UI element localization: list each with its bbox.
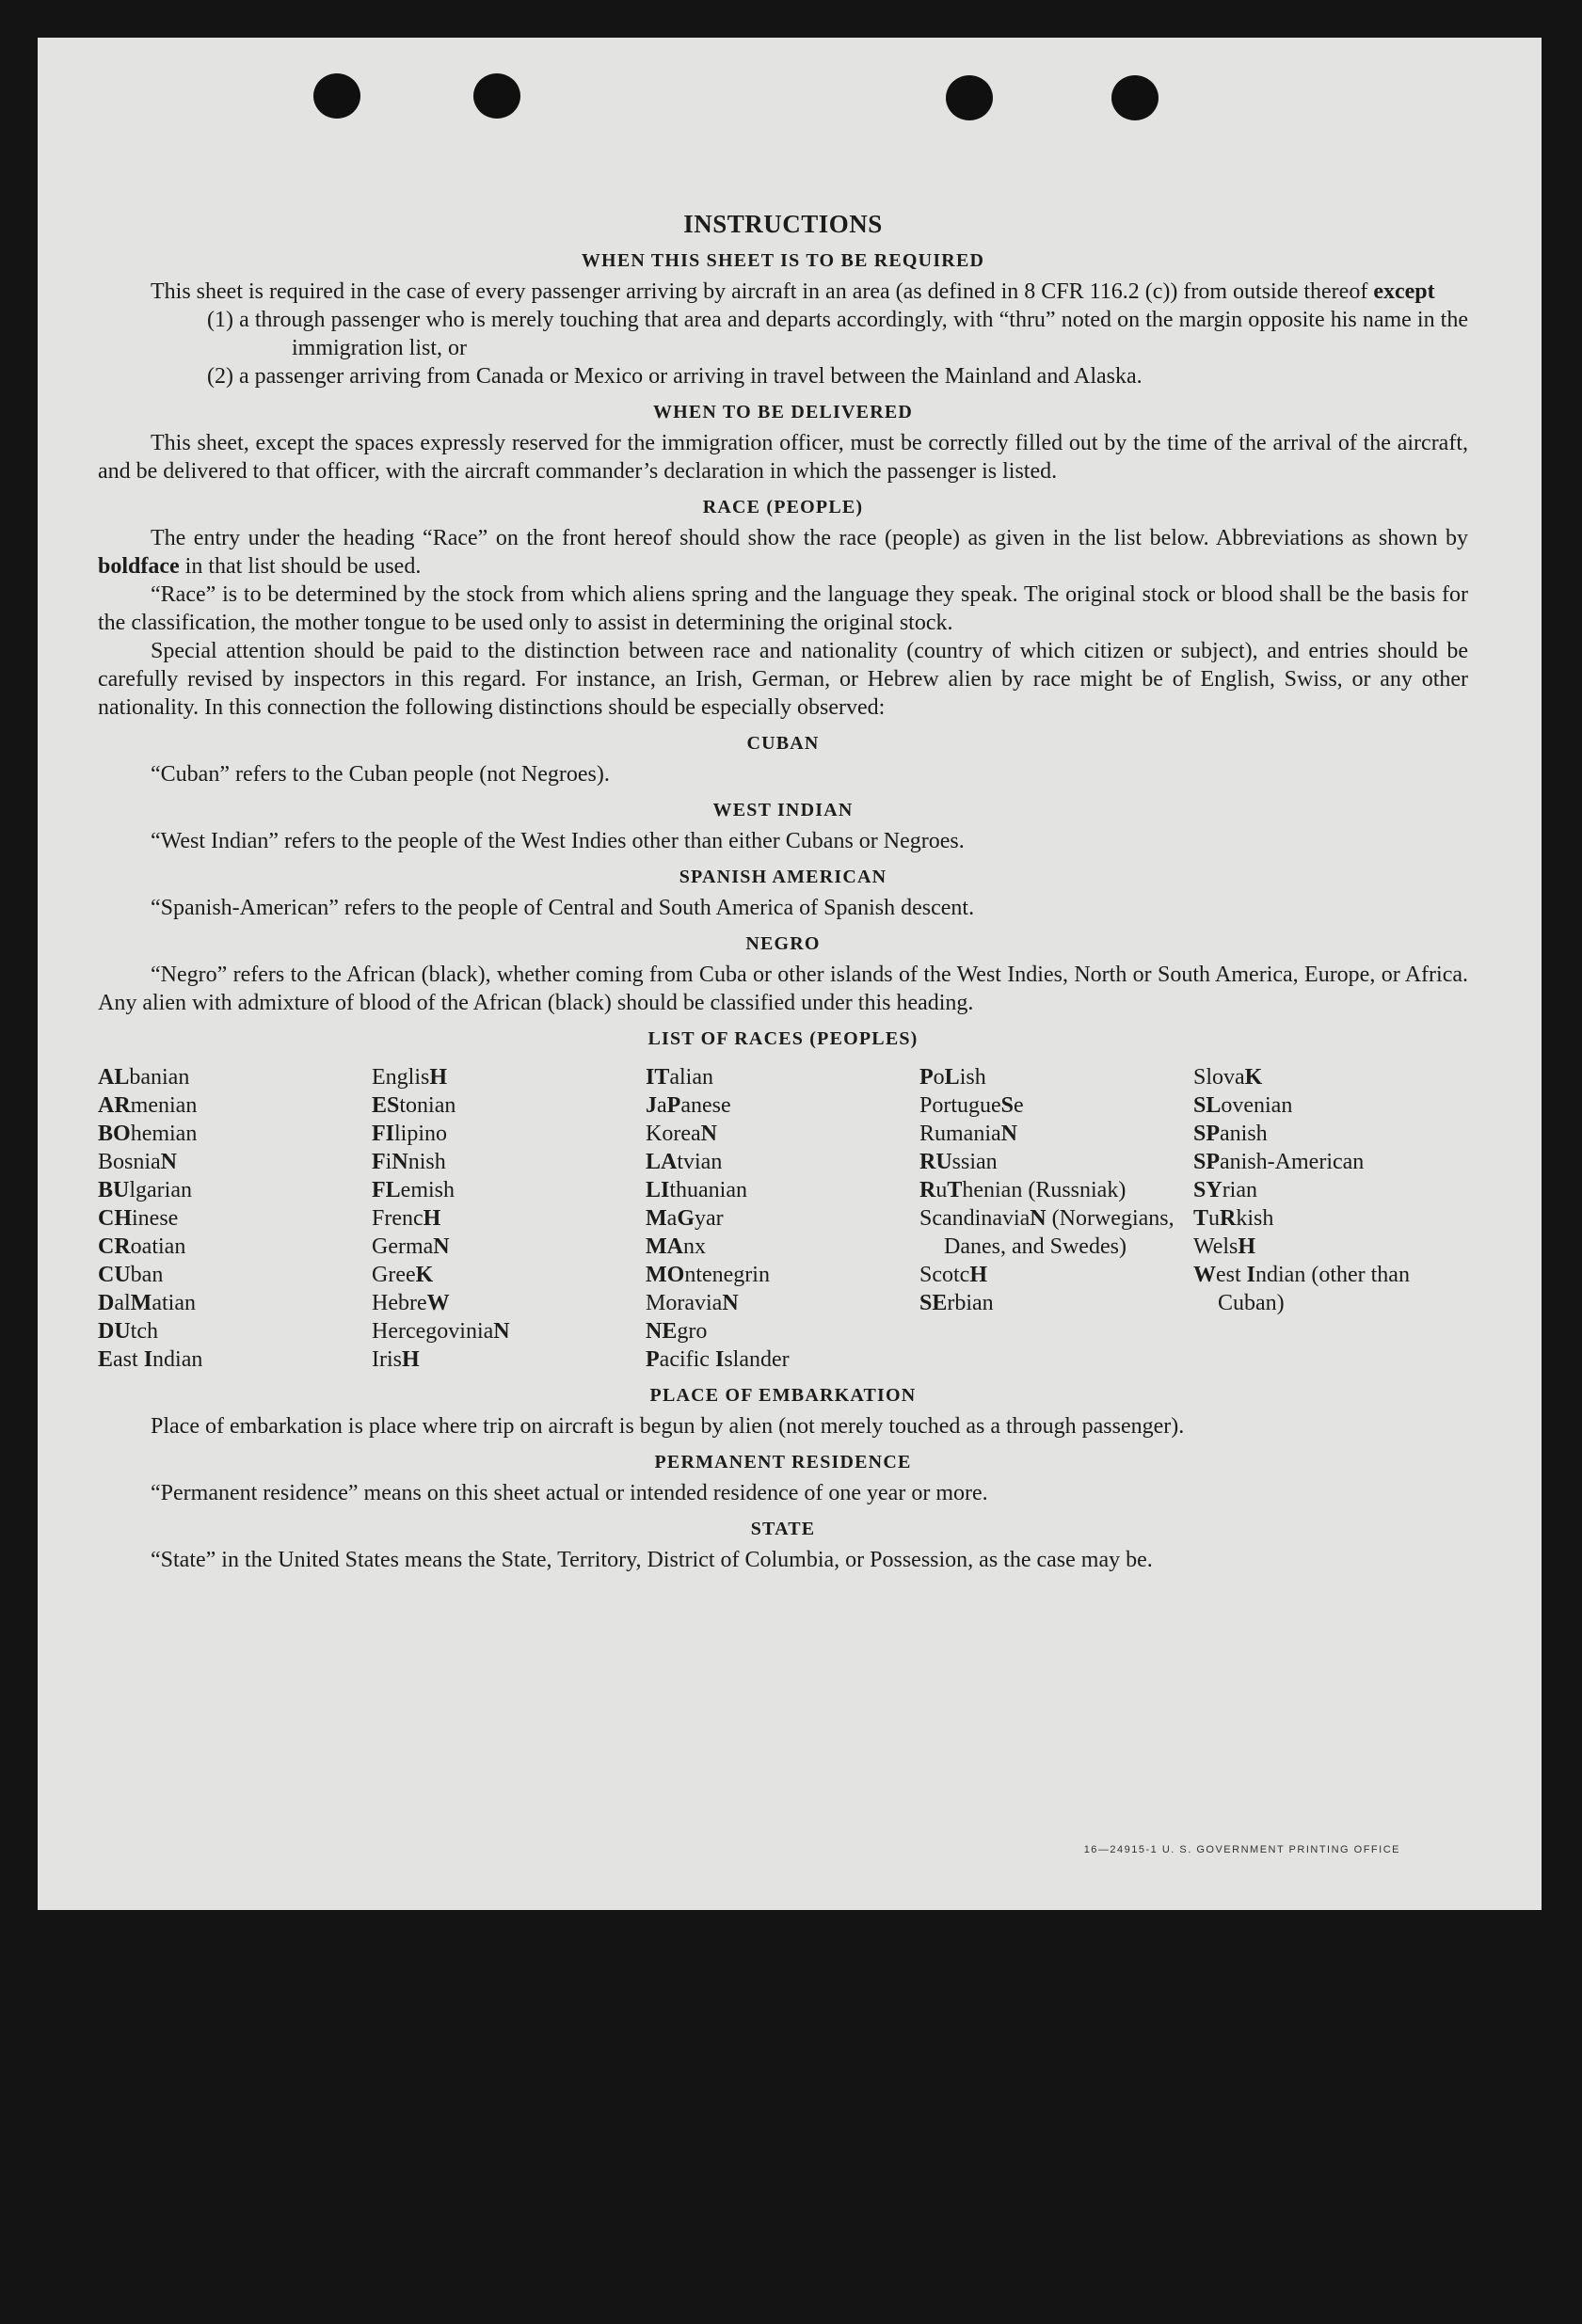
heading-negro: NEGRO	[745, 933, 821, 954]
race-entry: FLemish	[372, 1178, 455, 1202]
race-entry: HercegoviniaN	[372, 1319, 510, 1344]
races-list	[98, 1063, 1468, 1374]
heading-when-required: WHEN THIS SHEET IS TO BE REQUIRED	[581, 250, 985, 271]
race-entry: FIlipino	[372, 1122, 448, 1146]
race-entry: East Indian	[98, 1347, 203, 1372]
paragraph-when-delivered: This sheet, except the spaces expressly reserved for the immigration officer, must be correctly filled out by the time of the arrival of the aircraft, and be delivered to that officer, with the aircraft commander’s declaration in which the passenger is listed.	[98, 431, 1468, 484]
race-entry: PoLish	[919, 1065, 986, 1090]
race-entry: ITalian	[646, 1065, 713, 1090]
race-entry: SlovaK	[1193, 1065, 1263, 1090]
race-entry: EnglisH	[372, 1065, 448, 1090]
race-entry: MOntenegrin	[646, 1263, 770, 1287]
race-entry: CHinese	[98, 1206, 179, 1231]
paragraph-negro: “Negro” refers to the African (black), whether coming from Cuba or other islands of the West Indies, North or South America, Europe, or Africa. Any alien with admixture of blood of the African (black) should be classified under this heading.	[98, 963, 1468, 1015]
paragraph-race-1	[98, 524, 1468, 581]
races-column	[98, 1063, 372, 1374]
race-entry: MoraviaN	[646, 1291, 739, 1315]
text: This sheet is required in the case of every passenger arriving by aircraft in an area (as defined in 8 CFR 116.2 (c)) from outside thereof	[151, 279, 1374, 304]
punch-hole	[946, 75, 993, 120]
document-sheet	[38, 38, 1542, 1910]
heading-race: RACE (PEOPLE)	[702, 497, 864, 517]
heading-cuban: CUBAN	[746, 733, 820, 754]
race-entry: KoreaN	[646, 1122, 717, 1146]
race-entry: GermaN	[372, 1234, 450, 1259]
races-column	[1193, 1063, 1467, 1374]
race-entry: HebreW	[372, 1291, 450, 1315]
race-entry: SLovenian	[1193, 1093, 1293, 1118]
race-entry: WelsH	[1193, 1234, 1256, 1259]
paragraph-embarkation: Place of embarkation is place where trip on aircraft is begun by alien (not merely touched as a through passenger).	[151, 1414, 1185, 1439]
paragraph-west-indian: “West Indian” refers to the people of the West Indies other than either Cubans or Negroes.	[151, 829, 965, 853]
race-entry: FiNnish	[372, 1150, 446, 1174]
race-entry: CRoatian	[98, 1234, 186, 1259]
heading-west-indian: WEST INDIAN	[712, 800, 854, 820]
bold-text: except	[1373, 279, 1435, 304]
paragraph-race-2: “Race” is to be determined by the stock from which aliens spring and the language they speak. The original stock or blood shall be the basis for the classification, the mother tongue to be used only to assist in determining the original stock.	[98, 582, 1468, 635]
punch-hole	[1111, 75, 1159, 120]
race-entry: GreeK	[372, 1263, 434, 1287]
heading-state: STATE	[750, 1519, 816, 1539]
heading-when-delivered: WHEN TO BE DELIVERED	[652, 402, 914, 422]
exception-item: (2) a passenger arriving from Canada or Mexico or arriving in travel between the Mainland and Alaska.	[207, 364, 1143, 389]
punch-hole	[313, 73, 360, 119]
race-entry: West Indian (other than Cuban)	[1193, 1263, 1410, 1315]
text: in that list should be used.	[179, 554, 422, 579]
race-entry: ScotcH	[919, 1263, 987, 1287]
heading-list-of-races: LIST OF RACES (PEOPLES)	[647, 1028, 919, 1049]
instructions-content	[98, 172, 1468, 1574]
race-entry: RuThenian (Russniak)	[919, 1178, 1127, 1202]
race-entry: CUban	[98, 1263, 164, 1287]
races-column	[919, 1063, 1193, 1374]
race-entry: NEgro	[646, 1319, 708, 1344]
paragraph-spanish-american: “Spanish-American” refers to the people of Central and South America of Spanish descent.	[151, 896, 975, 920]
race-entry: BosniaN	[98, 1150, 178, 1174]
race-entry: ALbanian	[98, 1065, 190, 1090]
race-entry: MaGyar	[646, 1206, 724, 1231]
paragraph-permanent-residence: “Permanent residence” means on this sheet actual or intended residence of one year or more.	[151, 1481, 988, 1505]
race-entry: ScandinaviaN (Norwegians, Danes, and Swedes)	[919, 1206, 1175, 1259]
race-entry: ARmenian	[98, 1093, 198, 1118]
race-entry: IrisH	[372, 1347, 420, 1372]
race-entry: SErbian	[919, 1291, 994, 1315]
race-entry: PortugueSe	[919, 1093, 1024, 1118]
race-entry: MAnx	[646, 1234, 706, 1259]
race-entry: SPanish-American	[1193, 1150, 1365, 1174]
punch-hole	[473, 73, 520, 119]
exception-item: (1) a through passenger who is merely touching that area and departs accordingly, with “thru” noted on the margin opposite his name in the immigration list, or	[207, 308, 1468, 360]
race-entry: DUtch	[98, 1319, 158, 1344]
race-entry: EStonian	[372, 1093, 456, 1118]
paragraph-state: “State” in the United States means the State, Territory, District of Columbia, or Possession, as the case may be.	[151, 1548, 1153, 1572]
page-title: INSTRUCTIONS	[683, 210, 883, 238]
heading-embarkation: PLACE OF EMBARKATION	[649, 1385, 917, 1406]
race-entry: Pacific Islander	[646, 1347, 790, 1372]
races-column	[372, 1063, 646, 1374]
race-entry: LAtvian	[646, 1150, 723, 1174]
race-entry: BUlgarian	[98, 1178, 192, 1202]
printing-office-note: 16—24915-1 U. S. GOVERNMENT PRINTING OFFICE	[1083, 1844, 1400, 1855]
race-entry: LIthuanian	[646, 1178, 747, 1202]
paragraph-cuban: “Cuban” refers to the Cuban people (not Negroes).	[151, 762, 610, 787]
race-entry: JaPanese	[646, 1093, 731, 1118]
text: The entry under the heading “Race” on the front hereof should show the race (people) as given in the list below. Abbreviations as shown by	[151, 526, 1468, 550]
paragraph-when-required	[98, 278, 1468, 306]
race-entry: FrencH	[372, 1206, 441, 1231]
heading-spanish-american: SPANISH AMERICAN	[679, 867, 887, 887]
races-column	[646, 1063, 919, 1374]
race-entry: RumaniaN	[919, 1122, 1017, 1146]
race-entry: RUssian	[919, 1150, 998, 1174]
bold-text: boldface	[98, 554, 180, 579]
race-entry: BOhemian	[98, 1122, 198, 1146]
race-entry: SYrian	[1193, 1178, 1257, 1202]
heading-permanent-residence: PERMANENT RESIDENCE	[654, 1452, 912, 1472]
exception-list	[98, 306, 1468, 390]
race-entry: DalMatian	[98, 1291, 196, 1315]
paragraph-race-3: Special attention should be paid to the distinction between race and nationality (country of which citizen or subject), and entries should be carefully revised by inspectors in this regard. For instance, an Irish, German, or Hebrew alien by race might be of English, Swiss, or any other nationality. In this connection the following distinctions should be especially observed:	[98, 639, 1468, 720]
race-entry: SPanish	[1193, 1122, 1268, 1146]
race-entry: TuRkish	[1193, 1206, 1274, 1231]
